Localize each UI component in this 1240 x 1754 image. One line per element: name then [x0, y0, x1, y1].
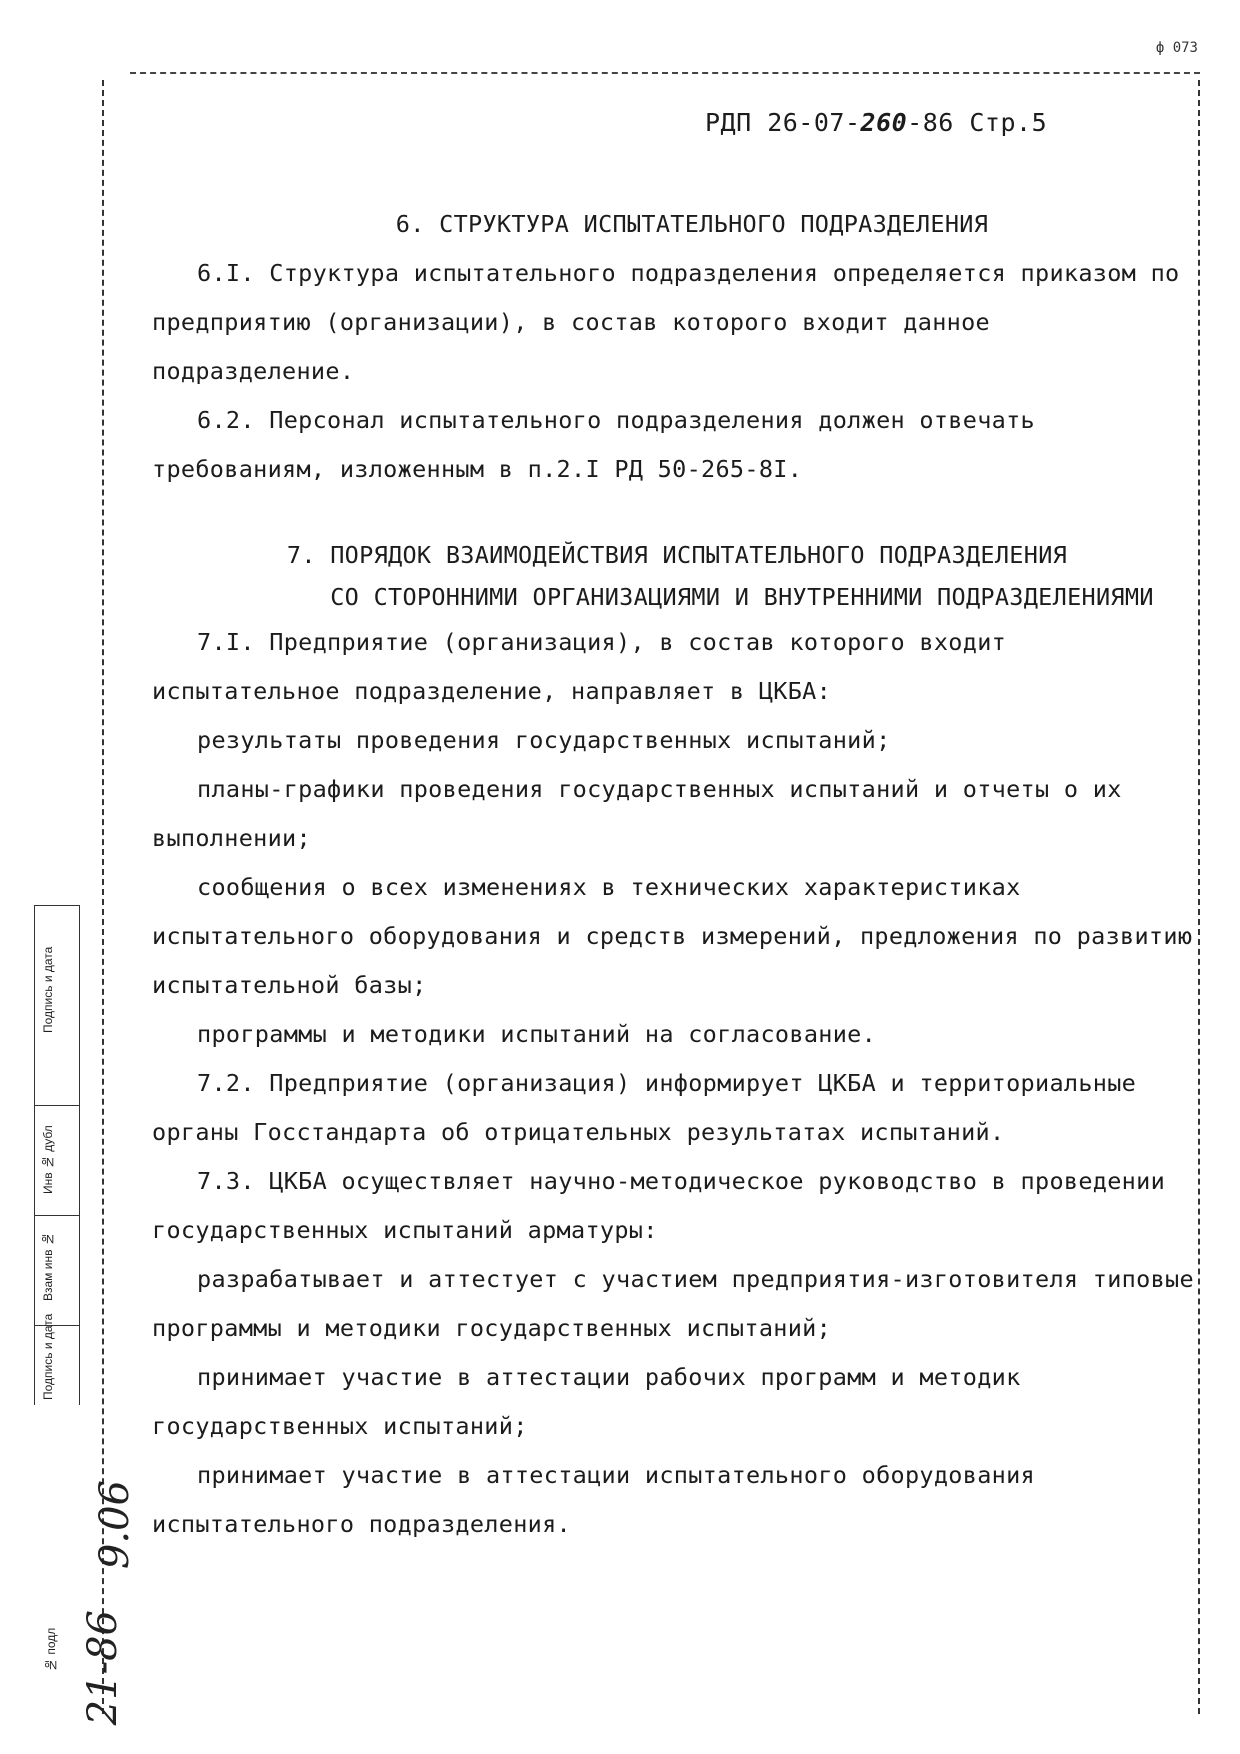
stamp-divider	[35, 1215, 79, 1216]
paragraph-7-3: 7.3. ЦКБА осуществляет научно-методическое руководство в проведении государственных испытаний арматуры:	[152, 1167, 1166, 1244]
section-7-title-line-2: СО СТОРОННИМИ ОРГАНИЗАЦИЯМИ И ВНУТРЕННИМИ ПОДРАЗДЕЛЕНИЯМИ	[330, 583, 1154, 611]
list-item: принимает участие в аттестации рабочих программ и методик государственных испытаний;	[152, 1363, 1021, 1440]
document-code-prefix: РДП 26-07-	[705, 108, 861, 137]
list-item: программы и методики испытаний на согласование.	[197, 1020, 877, 1048]
paragraph-7-2: 7.2. Предприятие (организация) информирует ЦКБА и территориальные органы Госстандарта об отрицательных результатах испытаний.	[152, 1069, 1137, 1146]
stamp-label-duplicate-inv: Инв № дубл	[41, 1125, 55, 1195]
stamp-label-signature-date-2: Подпись и дата	[41, 1313, 55, 1400]
handwritten-number: 21-86	[80, 1610, 126, 1726]
left-border-line	[102, 80, 104, 1714]
stamp-label-original-number: № подл	[44, 1627, 58, 1673]
document-code	[705, 108, 1047, 137]
handwritten-date: 9.06	[92, 1480, 138, 1570]
stamp-label-signature-date: Подпись и дата	[41, 946, 55, 1034]
paragraph-6-1: 6.I. Структура испытательного подразделения определяется приказом по предприятию (организации), в состав которого входит данное подразделение.	[152, 259, 1180, 385]
form-code: ф 073	[1155, 40, 1198, 56]
paragraph-6-2: 6.2. Персонал испытательного подразделения должен отвечать требованиям, изложенным в п.2.I РД 50-265-8I.	[152, 406, 1035, 483]
section-7-title	[152, 534, 1202, 618]
section-7-title-line-1: 7. ПОРЯДОК ВЗАИМОДЕЙСТВИЯ ИСПЫТАТЕЛЬНОГО ПОДРАЗДЕЛЕНИЯ	[286, 541, 1068, 569]
stamp-divider	[35, 1105, 79, 1106]
list-item: результаты проведения государственных испытаний;	[197, 726, 891, 754]
stamp-label-replacement-inv: Взам инв №	[41, 1232, 55, 1302]
top-border-line	[130, 72, 1200, 74]
document-number: 260	[860, 108, 908, 137]
list-item: принимает участие в аттестации испытательного оборудования испытательного подразделения.	[152, 1461, 1035, 1538]
paragraph-7-1: 7.I. Предприятие (организация), в состав которого входит испытательное подразделение, направляет в ЦКБА:	[152, 628, 1007, 705]
list-item: разрабатывает и аттестует с участием предприятия-изготовителя типовые программы и методики государственных испытаний;	[152, 1265, 1194, 1342]
section-6-title: 6. СТРУКТУРА ИСПЫТАТЕЛЬНОГО ПОДРАЗДЕЛЕНИЯ	[395, 210, 989, 238]
stamp-divider	[35, 905, 79, 906]
registration-stamp	[34, 905, 80, 1405]
list-item: сообщения о всех изменениях в технических характеристиках испытательного оборудования и средств измерений, предложения по развитию испытательной базы;	[152, 873, 1193, 999]
document-code-suffix: -86 Стр.5	[907, 108, 1048, 137]
list-item: планы-графики проведения государственных испытаний и отчеты о их выполнении;	[152, 775, 1122, 852]
document-body	[152, 200, 1202, 1549]
